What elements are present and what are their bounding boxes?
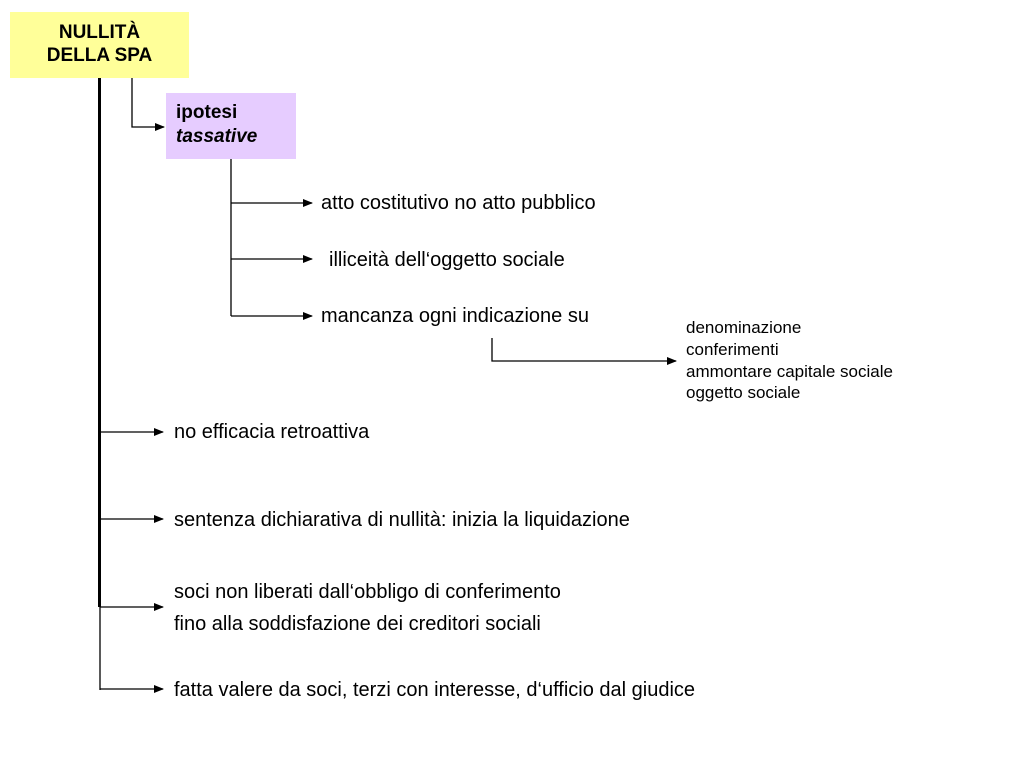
title-box <box>10 12 189 78</box>
indication-item-1: denominazione <box>686 318 802 337</box>
indication-item-3: ammontare capitale sociale <box>686 362 893 381</box>
hypothesis-item-3: mancanza ogni indicazione su <box>321 305 589 327</box>
title-line-1: NULLITÀ <box>58 22 141 43</box>
arrow-to-hypotheses <box>132 78 164 127</box>
hypotheses-box <box>166 93 296 159</box>
hypotheses-line-1: ipotesi <box>176 102 238 123</box>
effect-item-1: no efficacia retroattiva <box>174 421 370 443</box>
effect-item-2: sentenza dichiarativa di nullità: inizia la liquidazione <box>174 509 630 531</box>
title-line-2: DELLA SPA <box>46 45 153 66</box>
hypothesis-item-1: atto costitutivo no atto pubblico <box>321 192 596 214</box>
effect-item-4: fatta valere da soci, terzi con interesse, d‘ufficio dal giudice <box>174 679 696 701</box>
indication-item-4: oggetto sociale <box>686 383 801 402</box>
indication-item-2: conferimenti <box>686 340 779 359</box>
effect-item-3-line-2: fino alla soddisfazione dei creditori sociali <box>174 613 541 635</box>
effect-item-3-line-1: soci non liberati dall‘obbligo di conferimento <box>174 581 561 603</box>
arrow-to-indications <box>492 338 676 361</box>
hypotheses-line-2: tassative <box>176 126 258 147</box>
hypothesis-item-2: illiceità dell‘oggetto sociale <box>329 249 565 271</box>
